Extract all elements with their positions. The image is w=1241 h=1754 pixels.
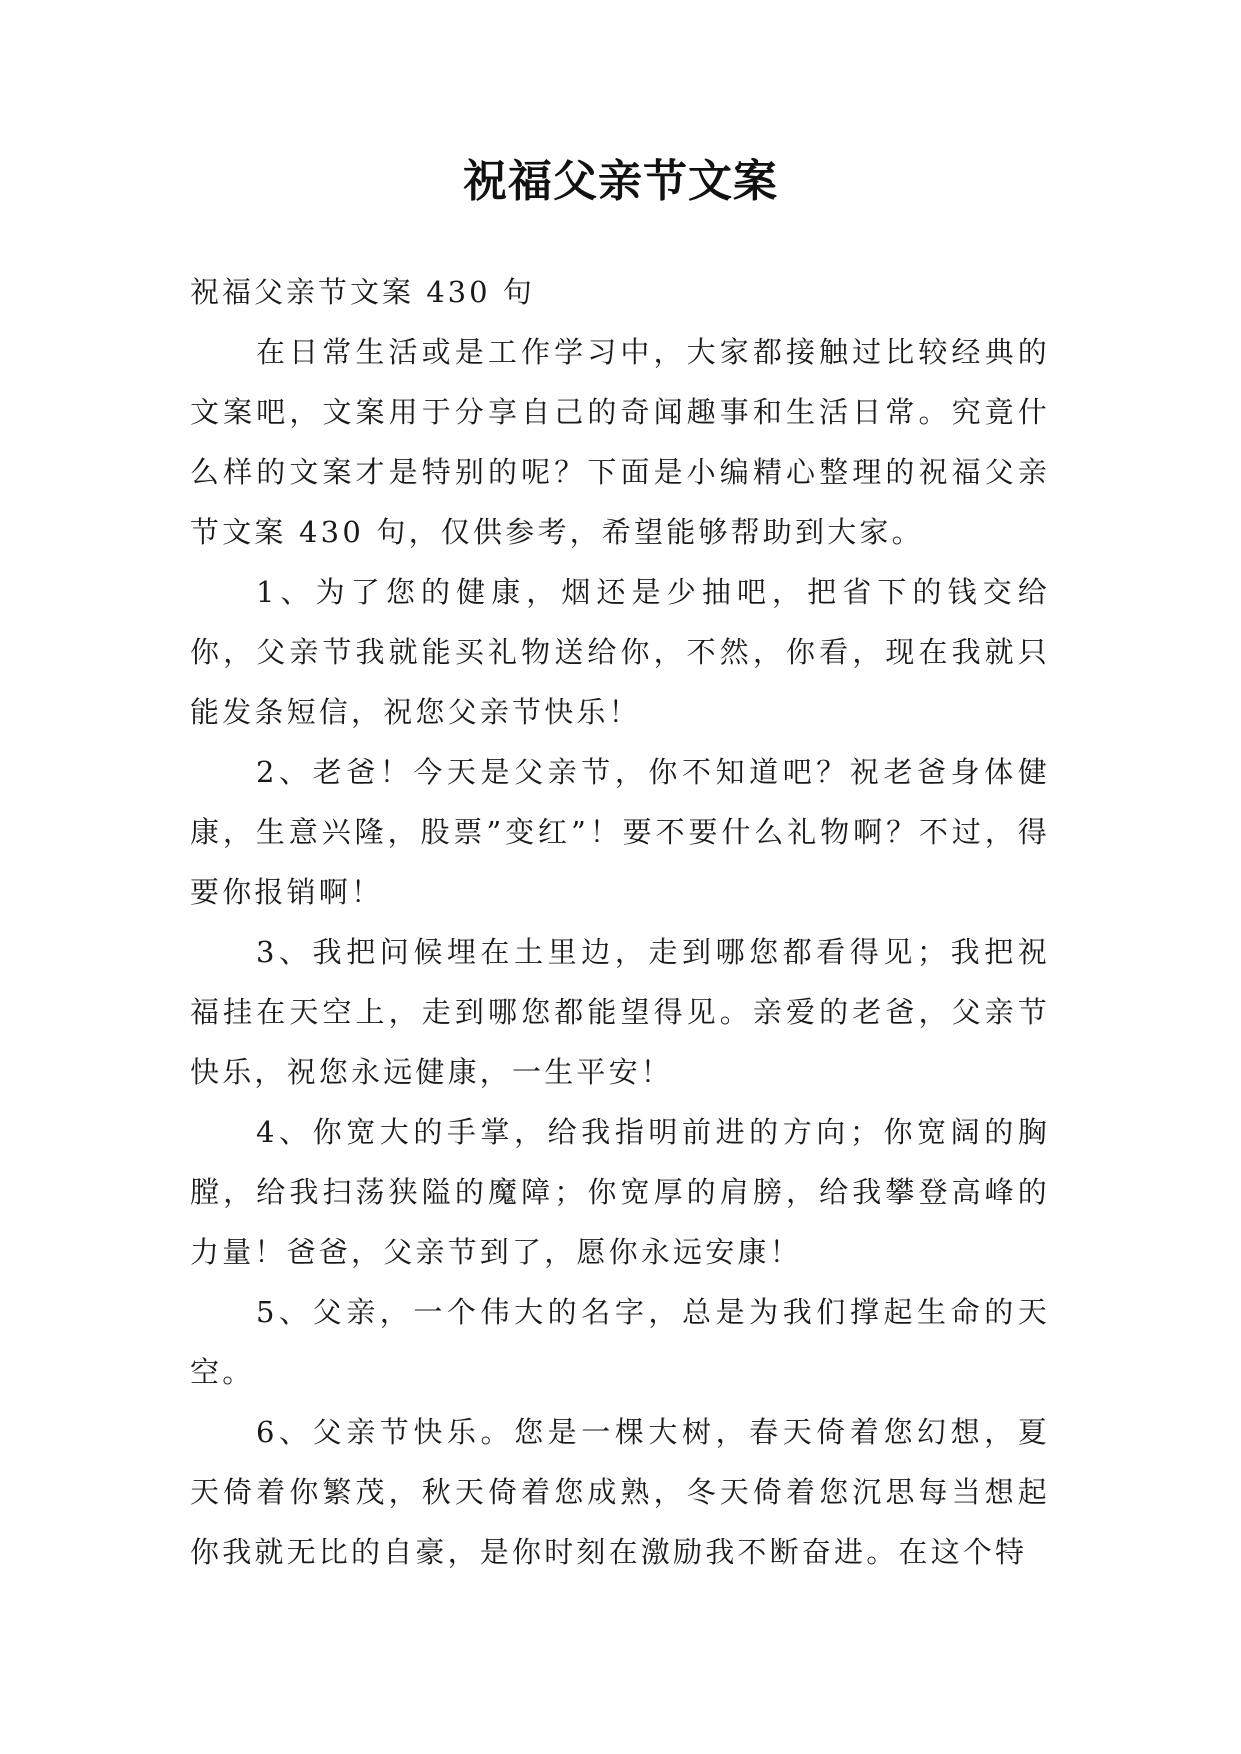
paragraph-item-1: 1、为了您的健康，烟还是少抽吧，把省下的钱交给你，父亲节我就能买礼物送给你，不然，你看，现在我就只能发条短信，祝您父亲节快乐！ bbox=[190, 575, 1050, 729]
paragraph-item-5: 5、父亲，一个伟大的名字，总是为我们撑起生命的天空。 bbox=[190, 1295, 1050, 1389]
paragraph-item-4: 4、你宽大的手掌，给我指明前进的方向；你宽阔的胸膛，给我扫荡狭隘的魔障；你宽厚的肩膀，给我攀登高峰的力量！爸爸，父亲节到了，愿你永远安康！ bbox=[190, 1115, 1050, 1269]
document-title: 祝福父亲节文案 bbox=[463, 156, 778, 207]
paragraph-item-2: 2、老爸！今天是父亲节，你不知道吧？祝老爸身体健康，生意兴隆，股票”变红”！要不要什么礼物啊？不过，得要你报销啊！ bbox=[190, 755, 1050, 909]
paragraph-item-6: 6、父亲节快乐。您是一棵大树，春天倚着您幻想，夏天倚着你繁茂，秋天倚着您成熟，冬天倚着您沉思每当想起你我就无比的自豪，是你时刻在激励我不断奋进。在这个特 bbox=[190, 1415, 1050, 1569]
document-body bbox=[190, 262, 1050, 1582]
paragraph-item-3: 3、我把问候埋在土里边，走到哪您都看得见；我把祝福挂在天空上，走到哪您都能望得见。亲爱的老爸，父亲节快乐，祝您永远健康，一生平安！ bbox=[190, 935, 1050, 1089]
paragraph-intro: 在日常生活或是工作学习中，大家都接触过比较经典的文案吧，文案用于分享自己的奇闻趣事和生活日常。究竟什么样的文案才是特别的呢？下面是小编精心整理的祝福父亲节文案 430 句，仅供参考，希望能够帮助到大家。 bbox=[190, 335, 1050, 549]
document-subtitle: 祝福父亲节文案 430 句 bbox=[190, 275, 535, 309]
